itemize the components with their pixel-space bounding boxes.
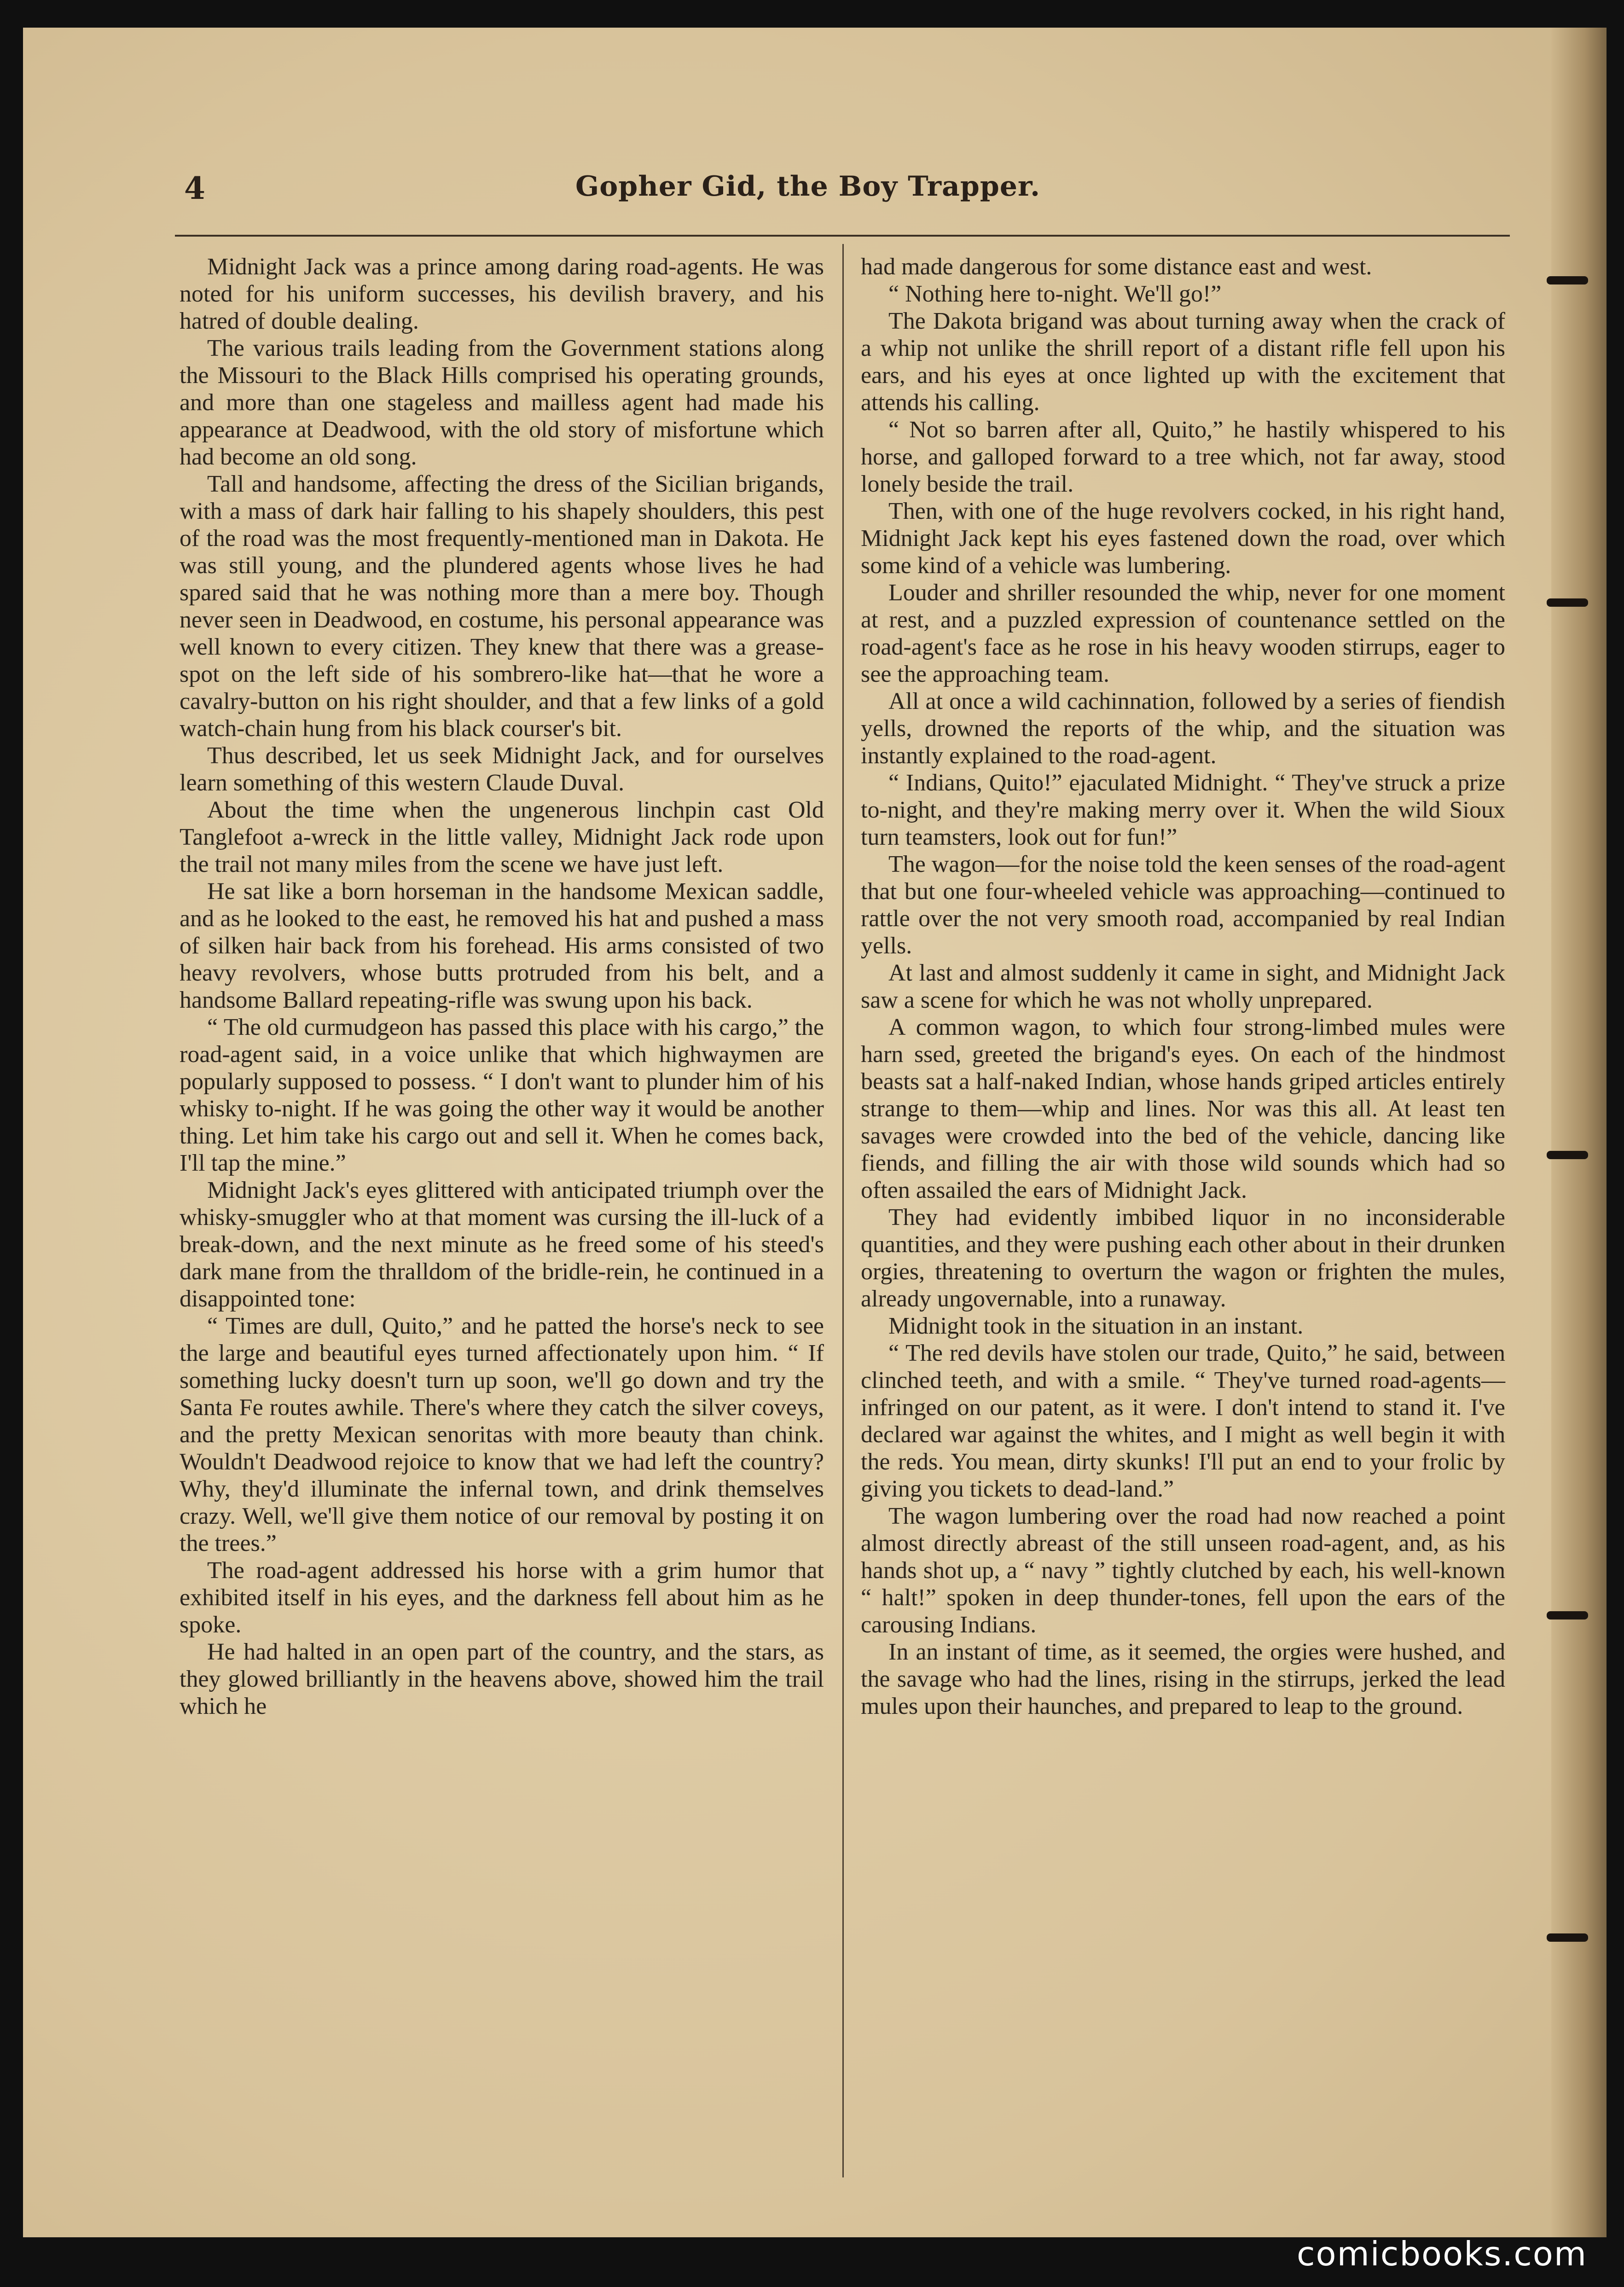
paragraph-continuation: had made dangerous for some distance east and west.	[861, 254, 1372, 280]
paragraph: “ The old curmudgeon has passed this place with his cargo,” the road-agent said, in a voice unlike that which highwaymen are popularly supposed to possess. “ I don't want to plunder him of his whisky to-night. If he was going the other way it would be another thing. Let him take his cargo out and sell it. When he comes back, I'll tap the mine.”	[180, 1014, 824, 1176]
paragraph: “ Indians, Quito!” ejaculated Midnight. “ They've struck a prize to-night, and they're making merry over it. When the wild Sioux turn teamsters, look out for fun!”	[861, 770, 1505, 850]
binding-stitch	[1547, 1151, 1588, 1159]
binding-stitch	[1547, 1933, 1588, 1942]
paragraph: “ Nothing here to-night. We'll go!”	[888, 281, 1222, 307]
paragraph: A common wagon, to which four strong-limbed mules were harn ssed, greeted the brigand's eyes. On each of the hindmost beasts sat a half-naked Indian, whose hands griped articles entirely strange to them—whip and lines. Nor was this all. At least ten savages were crowded into the bed of the vehicle, dancing like fiends, and filling the air with those wild sounds which had so often assailed the ears of Midnight Jack.	[861, 1014, 1505, 1203]
paragraph: Then, with one of the huge revolvers cocked, in his right hand, Midnight Jack kept his eyes fastened down the road, over which some kind of a vehicle was lumbering.	[861, 498, 1505, 579]
paragraph: Louder and shriller resounded the whip, never for one moment at rest, and a puzzled expression of countenance settled on the road-agent's face as he rose in his heavy wooden stirrups, eager to see the approaching team.	[861, 580, 1505, 687]
running-title: Gopher Gid, the Boy Trapper.	[575, 170, 1041, 203]
watermark: comicbooks.com	[1296, 2235, 1587, 2273]
paragraph: He sat like a born horseman in the handsome Mexican saddle, and as he looked to the east, he removed his hat and pushed a mass of silken hair back from his forehead. His arms consisted of two heavy revolvers, whose butts protruded from his belt, and a handsome Ballard repeating-rifle was swung upon his back.	[180, 878, 824, 1013]
magazine-page	[23, 28, 1607, 2237]
paragraph: The various trails leading from the Government stations along the Missouri to the Black Hills comprised his operating grounds, and more than one stageless and mailless agent had made his appearance at Deadwood, with the old story of misfortune which had become an old song.	[180, 335, 824, 470]
binding-stitch	[1547, 276, 1588, 284]
binding-stitch	[1547, 598, 1588, 607]
paragraph: The road-agent addressed his horse with a grim humor that exhibited itself in his eyes, and the darkness fell about him as he spoke.	[180, 1557, 824, 1638]
paragraph: “ Times are dull, Quito,” and he patted the horse's neck to see the large and beautiful eyes turned affectionately upon him. “ If something lucky doesn't turn up soon, we'll go down and try the Santa Fe routes awhile. There's where they catch the silver coveys, and the pretty Mexican senoritas with more beauty than chink. Wouldn't Deadwood rejoice to know that we had left the country? Why, they'd illuminate the infernal town, and drink themselves crazy. Well, we'll give them notice of our removal by posting it on the trees.”	[180, 1313, 824, 1556]
paragraph: The Dakota brigand was about turning away when the crack of a whip not unlike the shrill report of a distant rifle fell upon his ears, and his eyes at once lighted up with the excitement that attends his calling.	[861, 308, 1505, 416]
paragraph: The wagon lumbering over the road had now reached a point almost directly abreast of the still unseen road-agent, and, as his hands shot up, a “ navy ” tightly clutched by each, his well-known “ halt!” spoken in deep thunder-tones, fell upon the ears of the carousing Indians.	[861, 1503, 1505, 1638]
paragraph: The wagon—for the noise told the keen senses of the road-agent that but one four-wheeled vehicle was approaching—continued to rattle over the not very smooth road, accompanied by real Indian yells.	[861, 851, 1506, 959]
paragraph: Midnight Jack was a prince among daring road-agents. He was noted for his uniform successes, his devilish bravery, and his hatred of double dealing.	[180, 254, 824, 334]
paragraph: About the time when the ungenerous linchpin cast Old Tanglefoot a-wreck in the little valley, Midnight Jack rode upon the trail not many miles from the scene we have just left.	[180, 797, 824, 877]
paragraph: He had halted in an open part of the country, and the stars, as they glowed brilliantly in the heavens above, showed him the trail which he	[180, 1639, 824, 1719]
paragraph: “ The red devils have stolen our trade, Quito,” he said, between clinched teeth, and with a smile. “ They've turned road-agents—infringed on our patent, as it were. I don't intend to stand it. I've declared war against the whites, and I might as well begin it with the reds. You mean, dirty skunks! I'll put an end to your frolic by giving you tickets to dead-land.”	[861, 1340, 1505, 1502]
paragraph: Tall and handsome, affecting the dress of the Sicilian brigands, with a mass of dark hair falling to his shapely shoulders, this pest of the road was the most frequently-mentioned man in Dakota. He was still young, and the plundered agents whose lives he had spared said that he was nothing more than a mere boy. Though never seen in Deadwood, en costume, his personal appearance was well known to every citizen. They knew that there was a grease-spot on the left side of his sombrero-like hat—that he wore a cavalry-button on his right shoulder, and that a few links of a gold watch-chain hung from his black courser's bit.	[180, 471, 824, 742]
paragraph: Midnight Jack's eyes glittered with anticipated triumph over the whisky-smuggler who at that moment was cursing the ill-luck of a break-down, and the next minute as he freed some of his steed's dark mane from the thralldom of the bridle-rein, he continued in a disappointed tone:	[180, 1177, 824, 1312]
paragraph: Thus described, let us seek Midnight Jack, and for ourselves learn something of this western Claude Duval.	[180, 743, 824, 796]
left-column	[180, 253, 824, 1720]
column-rule	[842, 244, 844, 2177]
header-rule	[175, 235, 1510, 237]
paragraph: At last and almost suddenly it came in sight, and Midnight Jack saw a scene for which he was not wholly unprepared.	[861, 960, 1505, 1013]
running-header	[161, 166, 1514, 212]
binding-spine	[1551, 28, 1607, 2237]
right-column	[861, 253, 1505, 1720]
paragraph: “ Not so barren after all, Quito,” he hastily whispered to his horse, and galloped forward to a tree which, not far away, stood lonely beside the trail.	[861, 417, 1505, 497]
paragraph: All at once a wild cachinnation, followed by a series of fiendish yells, drowned the reports of the whip, and the situation was instantly explained to the road-agent.	[861, 688, 1505, 769]
paragraph: In an instant of time, as it seemed, the orgies were hushed, and the savage who had the lines, rising in the stirrups, jerked the lead mules upon their haunches, and prepared to leap to the ground.	[861, 1639, 1505, 1719]
page-number: 4	[184, 170, 205, 206]
binding-stitch	[1547, 1611, 1588, 1619]
paragraph: They had evidently imbibed liquor in no inconsiderable quantities, and they were pushing each other about in their drunken orgies, threatening to overturn the wagon or frighten the mules, already ungovernable, into a runaway.	[861, 1204, 1505, 1312]
paragraph: Midnight took in the situation in an instant.	[888, 1313, 1304, 1339]
